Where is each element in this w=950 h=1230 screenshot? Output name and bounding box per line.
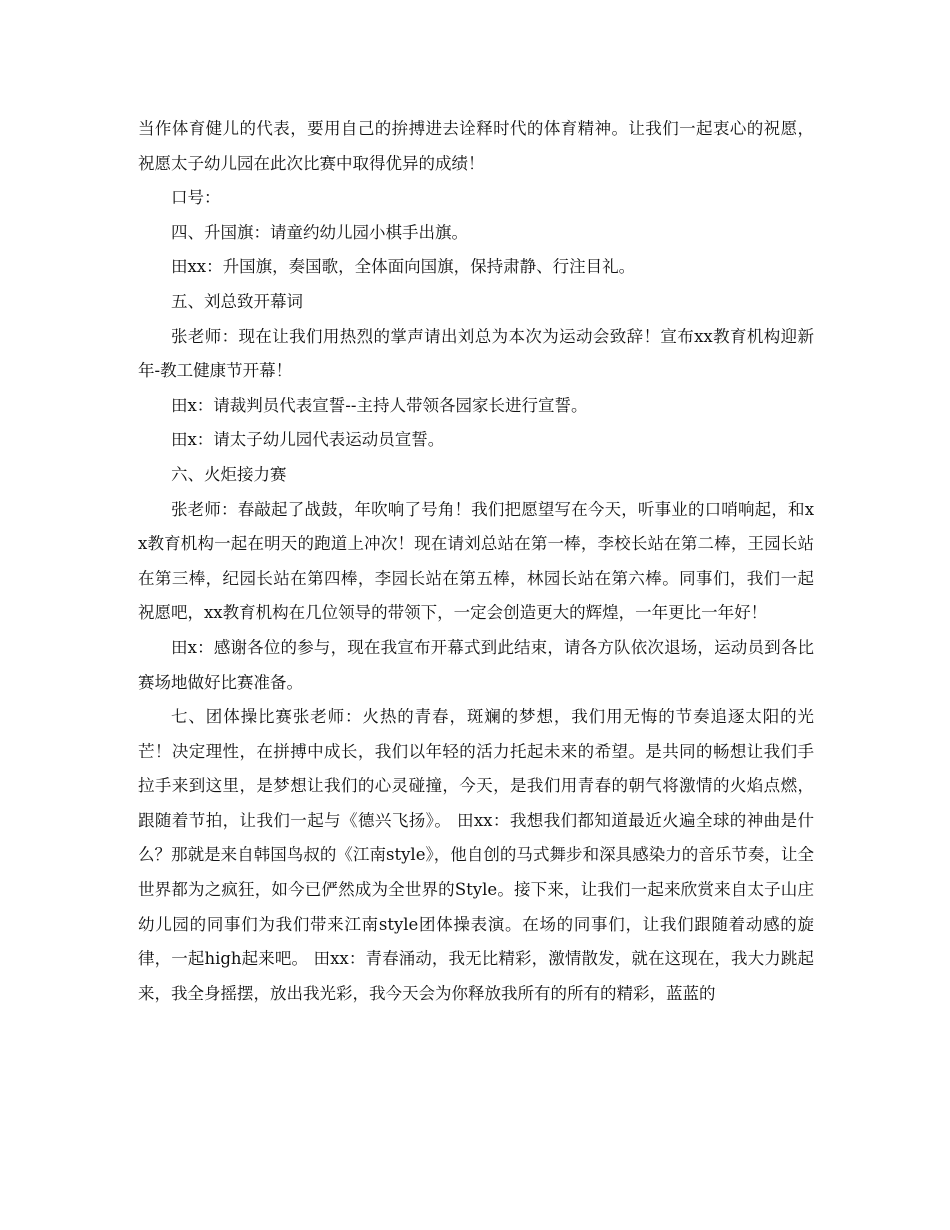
paragraph-section-7-group-exercise: 七、团体操比赛张老师：火热的青春，斑斓的梦想，我们用无悔的节奏追逐太阳的光芒！决定理性，在拼搏中成长，我们以年轻的活力托起未来的希望。是共同的畅想让我们手拉手来到这里，是梦想让我们的心灵碰撞，今天，是我们用青春的朝气将激情的火焰点燃，跟随着节拍，让我们一起与《德兴飞扬》。 田xx：我想我们都知道最近火遍全球的神曲是什么？那就是来自韩国鸟叔的《江南style》，他自创的马式舞步和深具感染力的音乐节奏，让全世界都为之疯狂，如今已俨然成为全世界的Style。接下来，让我们一起来欣赏来自太子山庄幼儿园的同事们为我们带来江南style团体操表演。在场的同事们，让我们跟随着动感的旋律，一起high起来吧。 田xx：青春涌动，我无比精彩，激情散发，就在这现在，我大力跳起来，我全身摇摆，放出我光彩，我今天会为你释放我所有的所有的精彩，蓝蓝的 (138, 707, 814, 1003)
document-body (138, 112, 814, 1011)
paragraph-referee-oath: 田x：请裁判员代表宣誓--主持人带领各园家长进行宣誓。 (171, 395, 588, 415)
paragraph-slogan: 口号： (171, 188, 221, 208)
paragraph-section-5-heading: 五、刘总致开幕词 (171, 291, 303, 311)
paragraph-torch-relay: 张老师：春敲起了战鼓，年吹响了号角！我们把愿望写在今天，听事业的口哨响起，和xx教育机构一起在明天的跑道上冲次！现在请刘总站在第一棒，李校长站在第二棒，王园长站在第三棒，纪园长站在第四棒，李园长站在第五棒，林园长站在第六棒。同事们，我们一起祝愿吧，xx教育机构在几位领导的带领下，一定会创造更大的辉煌，一年更比一年好！ (138, 499, 814, 623)
paragraph-continuation: 当作体育健儿的代表，要用自己的拚搏进去诠释时代的体育精神。让我们一起衷心的祝愿，祝愿太子幼儿园在此次比赛中取得优异的成绩！ (138, 119, 814, 173)
paragraph-section-4-heading: 四、升国旗：请童约幼儿园小棋手出旗。 (171, 222, 468, 242)
paragraph-closing-ceremony: 田x：感谢各位的参与，现在我宣布开幕式到此结束，请各方队依次退场，运动员到各比赛场地做好比赛准备。 (138, 637, 814, 692)
paragraph-athlete-oath: 田x：请太子幼儿园代表运动员宣誓。 (171, 430, 445, 450)
paragraph-opening-speech: 张老师：现在让我们用热烈的掌声请出刘总为本次为运动会致辞！宣布xx教育机构迎新年-教工健康节开幕！ (138, 326, 814, 381)
paragraph-flag-raising: 田xx：升国旗，奏国歌，全体面向国旗，保持肃静、行注目礼。 (171, 257, 636, 277)
paragraph-section-6-heading: 六、火炬接力赛 (171, 464, 287, 484)
